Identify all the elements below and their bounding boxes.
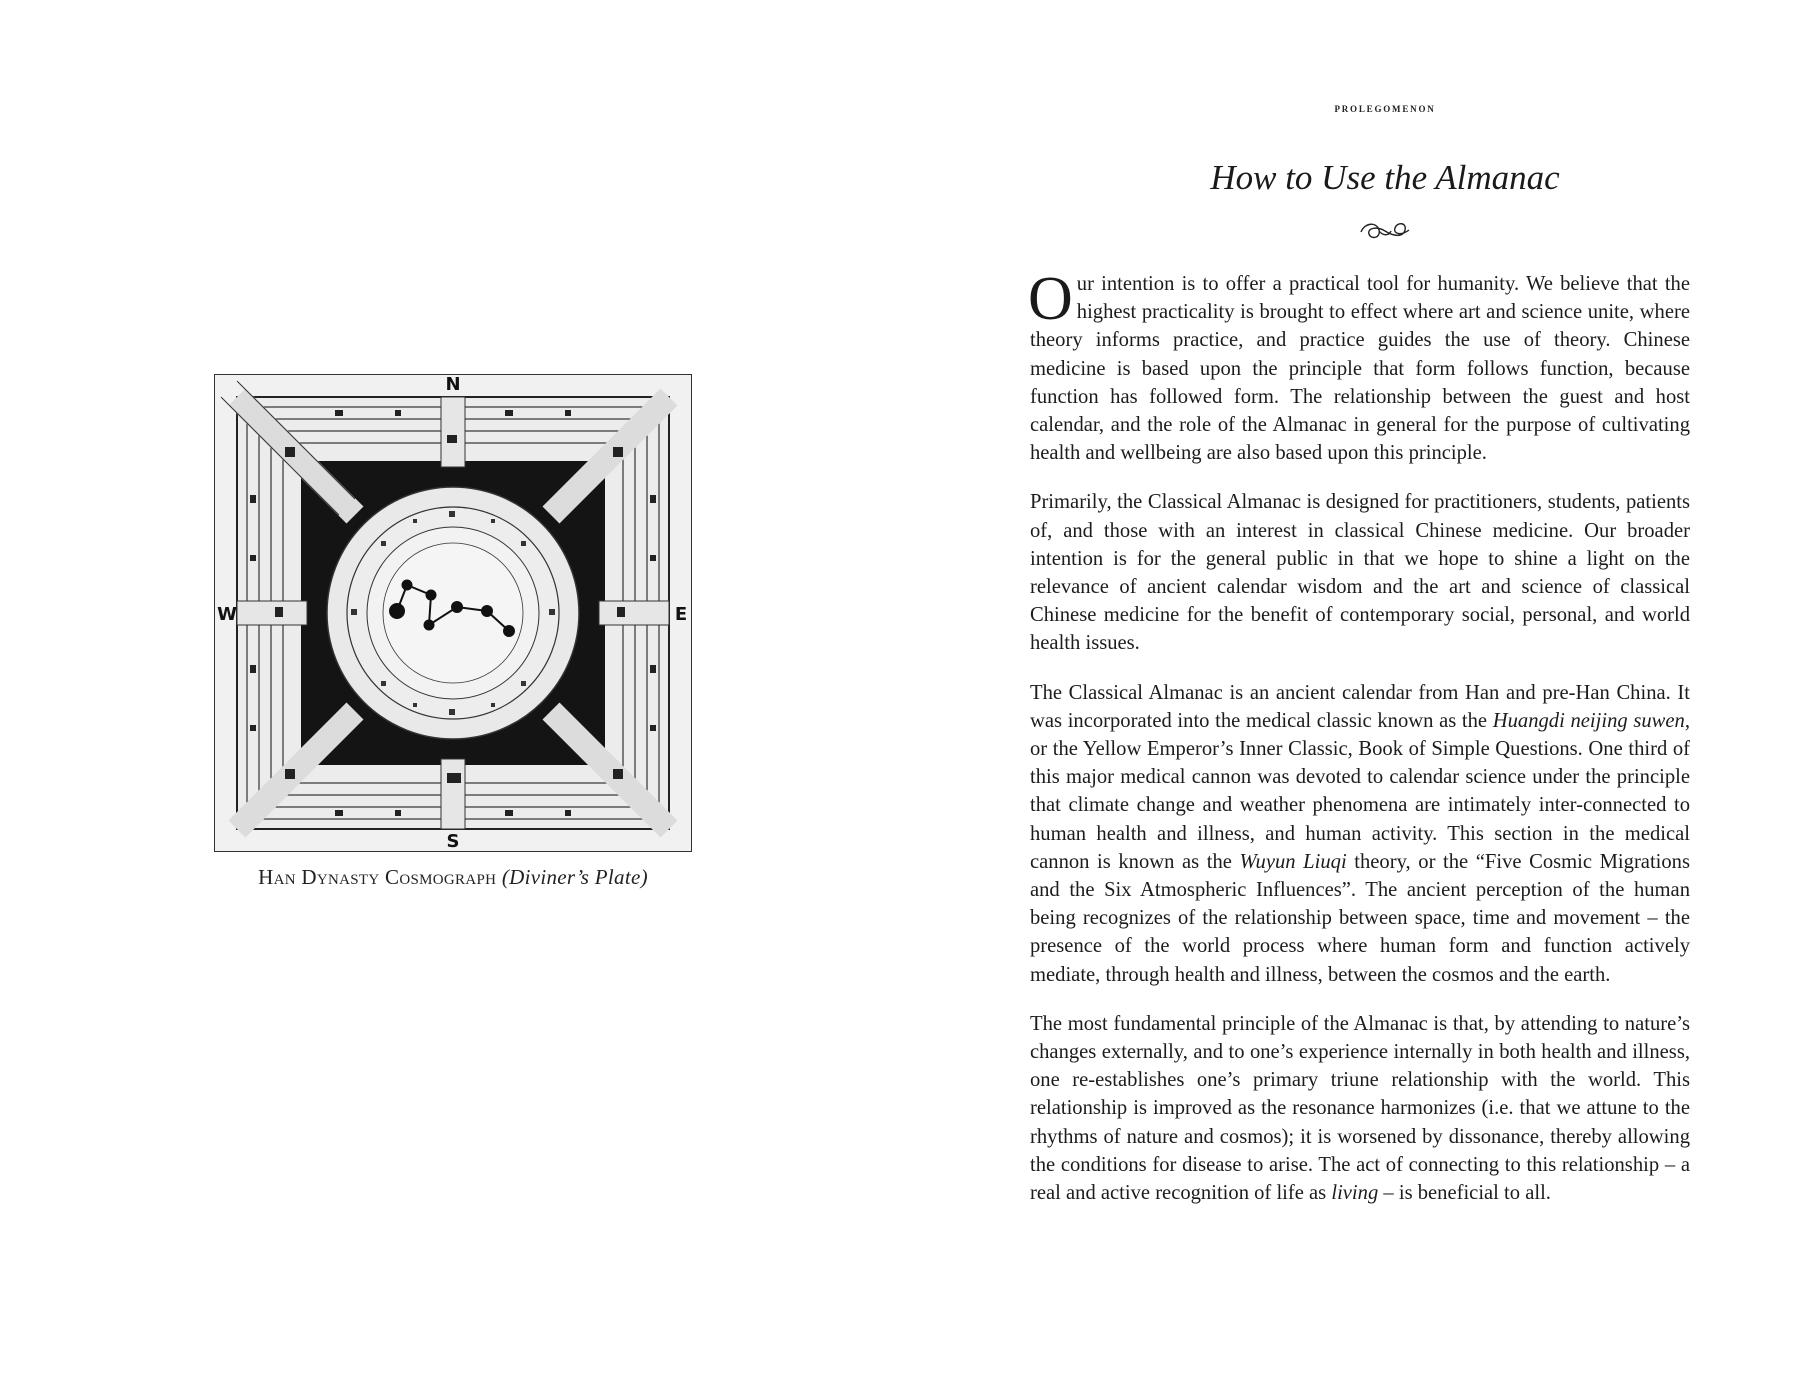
paragraph-3 (1030, 679, 1690, 989)
paragraph-4-text-c: – is beneficial to all. (1378, 1182, 1551, 1205)
running-head: prolegomenon (1334, 100, 1436, 115)
paragraph-3-text-c: , or the Yellow Emperor’s Inner Classic, Book of Simple Questions. One third of this major medical cannon was devoted to calendar science under the principle that climate change and weather phenomena are intimately inter-connected to human health and illness, and human activity. This section in the medical cannon is known as the (1030, 709, 1690, 873)
caption-title: Han Dynasty Cosmograph (258, 865, 497, 889)
wuyun-liuqi: Wuyun Liuqi (1239, 850, 1347, 873)
paragraph-1-text: ur intention is to offer a practical tool for humanity. We believe that the highest practicality is brought to effect where art and science unite, where theory informs practice, and practice guides the use of theory. Chinese medicine is based upon the principle that form follows function, because function has followed form. The relationship between the guest and host calendar, and the role of the Almanac in general for the purpose of cultivating health and wellbeing are also based upon this principle. (1030, 273, 1690, 465)
paragraph-1 (1028, 265, 1690, 467)
compass-west: W (217, 604, 237, 625)
huangdi-neijing-suwen: Huangdi neijing suwen (1492, 709, 1685, 732)
paragraph-3-text-a: The Classical Almanac is an ancient calendar from Han and pre-Han China. It was incorporated into the medical classic known as the (1030, 681, 1690, 732)
paragraph-4-text-a: The most fundamental principle of the Almanac is that, by attending to nature’s changes externally, and to one’s experience internally in both health and illness, one re-establishes one’s primary triune relationship with the world. This relationship is improved as the resonance harmonizes (i.e. that we attune to the rhythms of nature and cosmos); it is worsened by dissonance, thereby allowing the conditions for disease to arise. The act of connecting to this relationship – a real and active recognition of life as (1030, 1012, 1690, 1205)
body-text (1028, 265, 1690, 1228)
chapter-title: How to Use the Almanac (1210, 158, 1560, 197)
paragraph-3-text-e: theory, or the “Five Cosmic Migrations and the Six Atmospheric Influences”. The ancient perception of the human being recognizes of the relationship between space, time and movement – the presence of the world process where human form and function actively mediate, through health and illness, between the cosmos and the earth. (1030, 850, 1690, 986)
paragraph-4 (1030, 1010, 1690, 1207)
drop-cap: O (1028, 265, 1073, 333)
living-italic: living (1331, 1182, 1379, 1205)
cosmograph-figure (214, 374, 692, 890)
compass-north: N (445, 375, 461, 395)
compass-east: E (674, 604, 688, 625)
paragraph-2: Primarily, the Classical Almanac is designed for practitioners, students, patients of, and those with an interest in classical Chinese medicine. Our broader intention is for the general public in that we hope to shine a light on the relevance of ancient calendar wisdom and the art and science of classical Chinese medicine for the benefit of contemporary social, personal, and world health issues. (1030, 491, 1690, 655)
left-page (0, 0, 900, 1400)
ornament-icon (1355, 218, 1415, 244)
cosmograph-drawing (215, 375, 691, 851)
cosmograph-plate-image (214, 374, 692, 852)
figure-caption (214, 865, 692, 890)
caption-subtitle: (Diviner’s Plate) (501, 865, 648, 889)
right-page (1030, 0, 1740, 1400)
compass-south: S (446, 831, 460, 851)
